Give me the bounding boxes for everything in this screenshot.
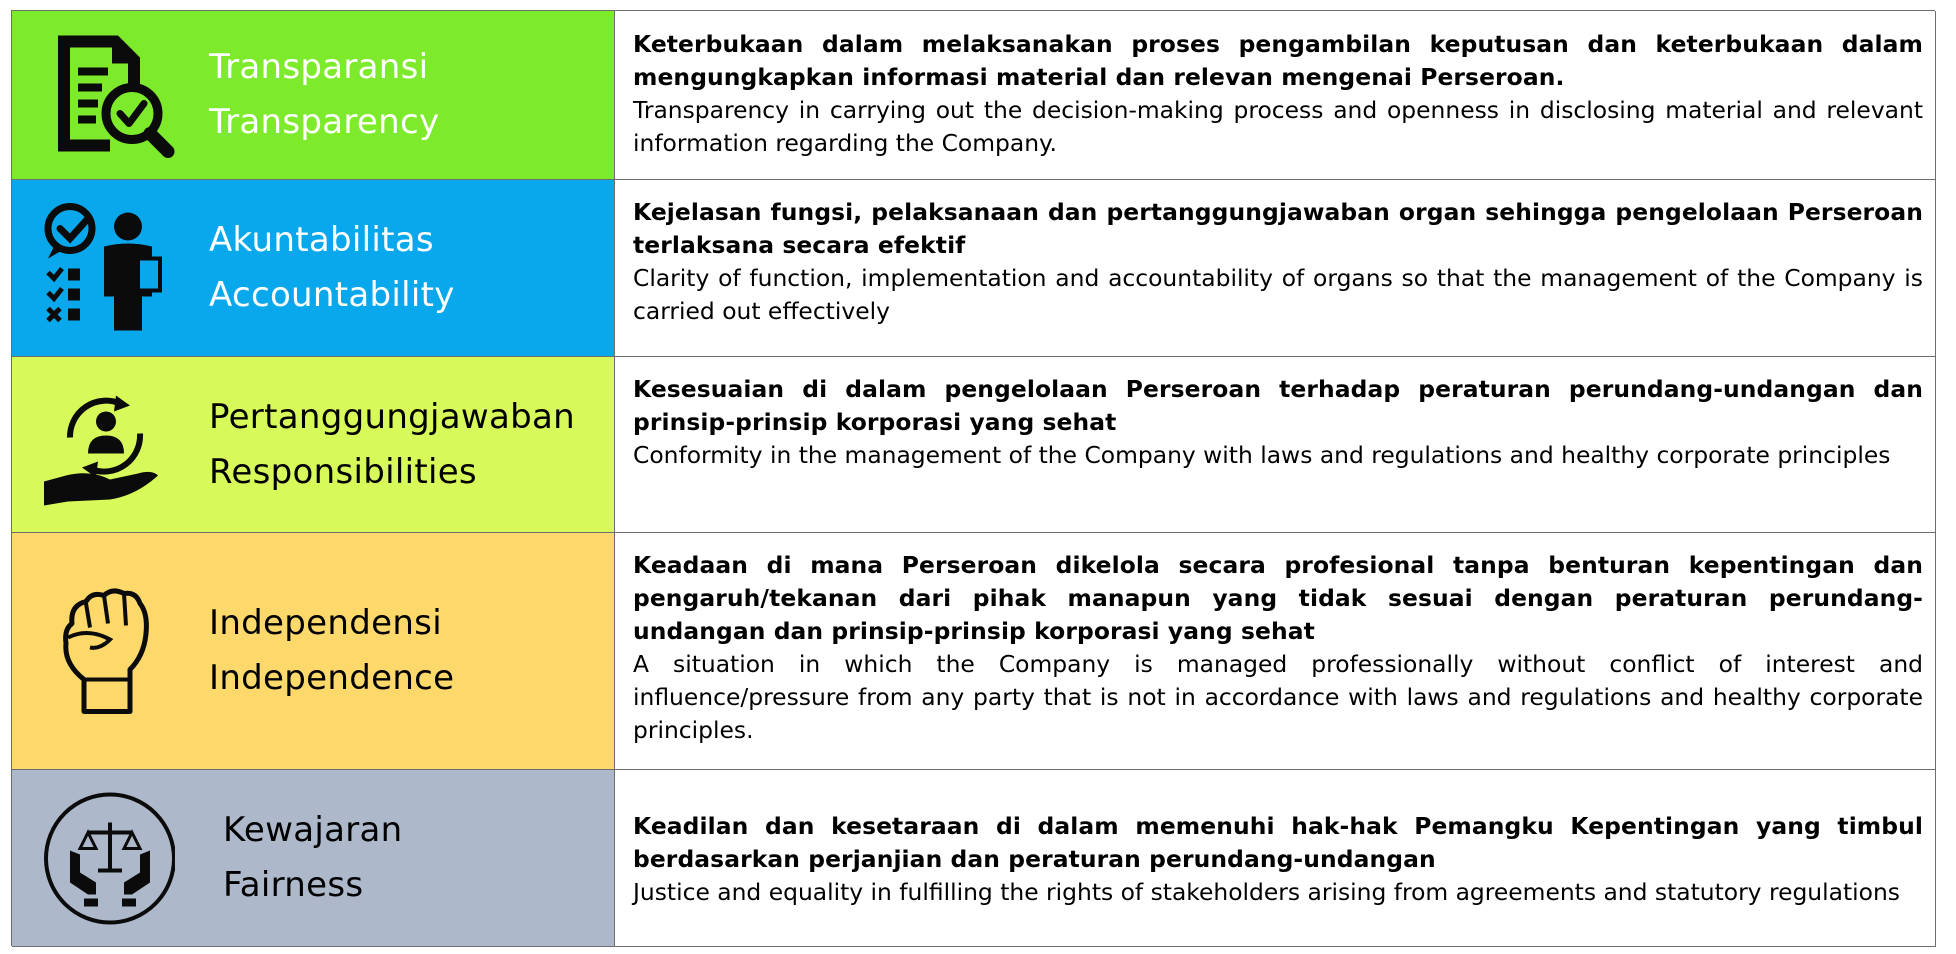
principle-title	[223, 803, 403, 913]
row-independence	[12, 533, 1936, 770]
description-indonesian: Keterbukaan dalam melaksanakan proses pengambilan keputusan dan keterbukaan dalam mengungkapkan informasi material dan relevan mengenai Perseroan.	[633, 30, 1923, 91]
description-cell-responsibilities	[615, 357, 1936, 533]
description-indonesian: Kesesuaian di dalam pengelolaan Perseroan terhadap peraturan perundang-undangan dan prinsip-prinsip korporasi yang sehat	[633, 375, 1923, 436]
description-cell-transparency	[615, 11, 1936, 180]
description-cell-accountability	[615, 180, 1936, 357]
description-indonesian: Keadaan di mana Perseroan dikelola secara profesional tanpa benturan kepentingan dan pengaruh/tekanan dari pihak manapun yang tidak sesuai dengan peraturan perundang-undangan dan prinsip-prinsip korporasi yang sehat	[633, 551, 1923, 645]
description-cell-fairness	[615, 770, 1936, 947]
title-english: Transparency	[209, 102, 440, 142]
label-cell-fairness	[12, 770, 615, 947]
principle-title	[209, 390, 575, 500]
label-cell-independence	[12, 533, 615, 770]
row-fairness	[12, 770, 1936, 947]
row-transparency	[12, 11, 1936, 180]
title-indonesian: Pertanggungjawaban	[209, 396, 576, 437]
description	[633, 28, 1923, 160]
principle-title	[209, 40, 439, 150]
description	[633, 196, 1923, 328]
label-cell-accountability	[12, 180, 615, 357]
description-english: Clarity of function, implementation and accountability of organs so that the management of the Company is carried out effectively	[633, 264, 1923, 325]
description-indonesian: Kejelasan fungsi, pelaksanaan dan pertanggungjawaban organ sehingga pengelolaan Perseroan terlaksana secara efektif	[633, 198, 1923, 259]
title-english: Responsibilities	[209, 451, 477, 492]
description-english: Conformity in the management of the Company with laws and regulations and healthy corporate principles	[633, 441, 1891, 469]
description-english: Transparency in carrying out the decision-making process and openness in disclosing material and relevant information regarding the Company.	[633, 96, 1923, 157]
raised-fist-icon	[40, 584, 175, 719]
row-accountability	[12, 180, 1936, 357]
description	[633, 549, 1923, 747]
description	[633, 373, 1923, 472]
scales-hands-icon	[40, 791, 175, 926]
title-indonesian: Transparansi	[209, 47, 429, 87]
hand-person-cycle-icon	[40, 377, 175, 512]
checklist-person-icon	[40, 201, 175, 336]
title-english: Fairness	[223, 865, 364, 905]
description	[633, 810, 1923, 909]
description-english: Justice and equality in fulfilling the rights of stakeholders arising from agreements and statutory regulations	[633, 878, 1900, 906]
title-english: Independence	[209, 658, 455, 698]
principle-title	[209, 596, 454, 706]
title-indonesian: Akuntabilitas	[209, 220, 434, 260]
document-search-icon	[40, 28, 175, 163]
row-responsibilities	[12, 357, 1936, 533]
principles-table	[11, 10, 1935, 946]
description-cell-independence	[615, 533, 1936, 770]
label-cell-transparency	[12, 11, 615, 180]
description-indonesian: Keadilan dan kesetaraan di dalam memenuhi hak-hak Pemangku Kepentingan yang timbul berdasarkan perjanjian dan peraturan perundang-undangan	[633, 812, 1923, 873]
principle-title	[209, 213, 455, 323]
description-english: A situation in which the Company is managed professionally without conflict of interest and influence/pressure from any party that is not in accordance with laws and regulations and healthy corporate principles.	[633, 650, 1923, 744]
title-indonesian: Independensi	[209, 603, 442, 643]
title-english: Accountability	[209, 275, 455, 315]
title-indonesian: Kewajaran	[223, 810, 403, 850]
label-cell-responsibilities	[12, 357, 615, 533]
